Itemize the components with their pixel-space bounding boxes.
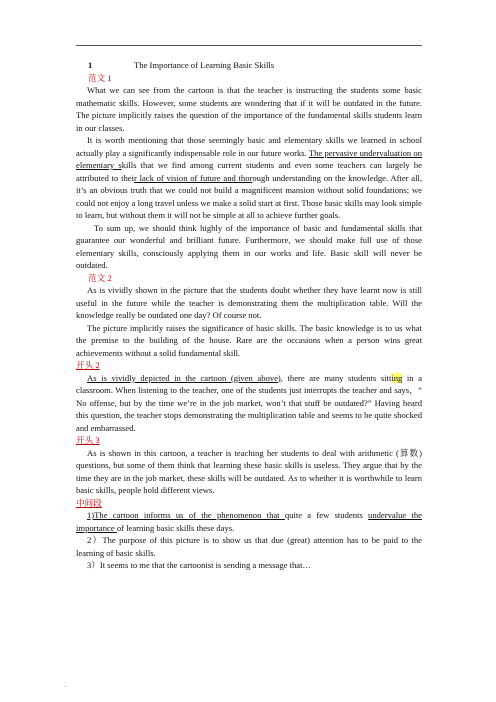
title-text: The Importance of Learning Basic Skills: [134, 60, 275, 70]
middle-item-1-text-a: quite a few students: [284, 510, 369, 520]
essay2-paragraph-2: The picture implicitly raises the significance of basic skills. The basic knowledge is to us what the premise to the building of the house. Rare are the occasions when a person wins great achievements without a solid fundamental skill.: [76, 322, 422, 358]
middle-item-1-underline-a: 1)The cartoon informs us of the phenomenon that: [87, 510, 285, 520]
middle-item-2: 2）The purpose of this picture is to show us that due (great) attention has to be paid to the learning of basic skills.: [76, 535, 422, 558]
essay1-p2-underline-a: The pervasive undervaluation on elementary s: [76, 147, 422, 170]
opening2-text-a: , there are many students sitt: [280, 372, 392, 383]
opening2-paragraph: [76, 372, 422, 435]
opening2-underline: As is vividly depicted in the cartoon (given above): [87, 372, 281, 383]
essay2-paragraph-1: As is vividly shown in the picture that the students doubt whether they have learnt now is still useful in the future while the teacher is demonstrating them the multiplication table. Will the knowledge really be outdated one day? Of course not.: [76, 285, 422, 320]
opening2-label: 开头 2: [76, 360, 100, 370]
opening3-label: 开头 3: [76, 435, 100, 445]
header-corner-mark: .: [419, 37, 421, 43]
essay1-p2-underline-b: r lack of vision of future and thor: [133, 172, 253, 183]
essay1-paragraph-1: What we can see from the cartoon is that the teacher is instructing the students some basic mathematic skills. However, some students are wondering that if it will be outdated in the future. The picture implicitly raises the question of the importance of the fundamental skills students learn in our classes.: [76, 85, 422, 133]
essay2-label: 范文 2: [88, 272, 112, 283]
document-body: [76, 59, 422, 572]
middle-item-1-text-b: of learning basic skills these days.: [116, 522, 235, 533]
middle-label: 中间段: [76, 497, 102, 508]
opening2-highlight: ing: [391, 372, 403, 383]
opening2-text-b: in a classroom. When listening to the teacher, one of the students just interrupts the teacher and says，“ No offense, but by the time we’re in the job market, won’t that stuff be outdated?” Having heard this question, the teacher stops demonstrating the multiplication table and seems to be quite shocked and embarrassed.: [76, 372, 423, 433]
middle-item-3: 3）It seems to me that the cartoonist is sending a message that…: [87, 560, 312, 570]
title-number: 1: [88, 60, 93, 70]
middle-item-1-underline-b: undervalue the importance: [76, 510, 422, 533]
essay1-paragraph-3: To sum up, we should think highly of the importance of basic and fundamental skills that guarantee our wonderful and brilliant future. Furthermore, we should make full use of those elementary skills, consciously applying them in our works and life. Basic skill will never be outdated.: [76, 222, 422, 270]
footer-corner-mark: ..: [64, 683, 68, 689]
opening3-paragraph: As is shown in this cartoon, a teacher is teaching her students to deal with arithmetic (算数) questions, but some of them think that learning these basic skills is useless. They argue that by the time they are in the job market, these skills will be outdated. As to whether it is worthwhile to learn basic skills, people hold different views.: [76, 447, 422, 495]
middle-item-1: [76, 509, 422, 534]
essay1-p2-text-a: It is worth mentioning that those seemingly basic and elementary skills we learned in school actually play a significantly indispensable role in our future works.: [76, 135, 422, 158]
essay1-paragraph-2: [76, 134, 422, 222]
header-rule: [76, 45, 422, 46]
essay1-label: 范文 1: [88, 72, 112, 83]
essay1-p2-text-b: kills that we find among current students and even some teachers can largely be attributed to thei: [76, 160, 422, 183]
essay1-p2-text-c: ough understanding on the knowledge. After all, it’s an obvious truth that we could not build a magnificent mansion without solid foundations; we could not enjoy a long travel unless we make a solid start at first. Those basic skills may look simple to learn, but without them it will not be simple at all to achieve further goals.: [76, 172, 422, 220]
document-title: [76, 59, 422, 72]
